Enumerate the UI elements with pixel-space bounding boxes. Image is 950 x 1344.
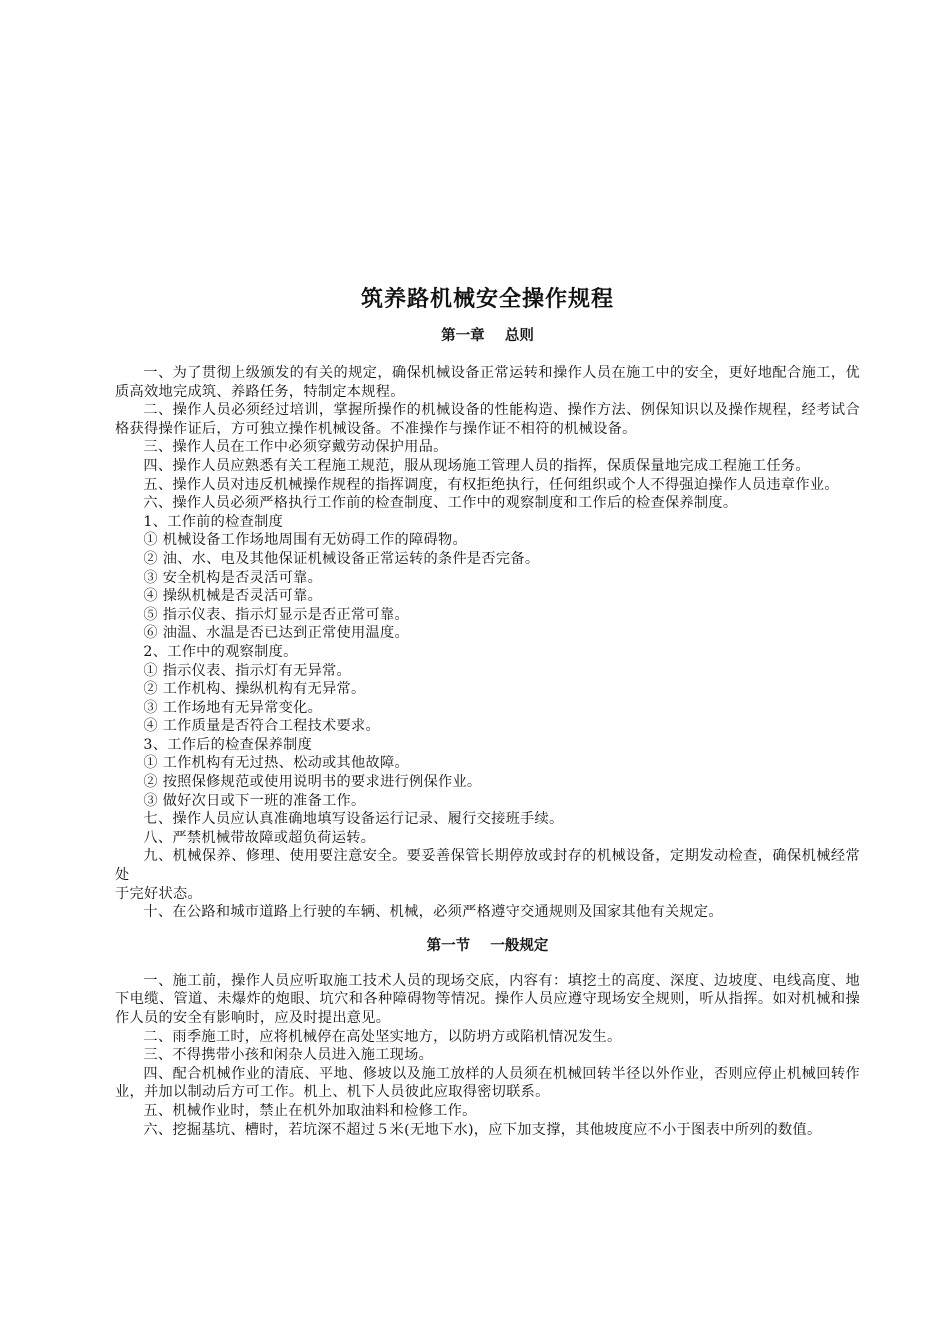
list-item: ② 油、水、电及其他保证机械设备正常运转的条件是否完备。	[143, 550, 540, 567]
list-item: ② 工作机构、操纵机构有无异常。	[143, 681, 366, 698]
paragraph: 七、操作人员应认真准确地填写设备运行记录、履行交接班手续。	[143, 811, 564, 828]
list-item: ③ 做好次日或下一班的准备工作。	[143, 792, 366, 809]
list-item: ⑥ 油温、水温是否已达到正常使用温度。	[143, 625, 409, 642]
paragraph: 三、不得携带小孩和闲杂人员进入施工现场。	[143, 1047, 434, 1064]
paragraph: 五、机械作业时，禁止在机外加取油料和检修工作。	[143, 1102, 477, 1119]
list-heading: 3、工作后的检查保养制度	[143, 736, 313, 753]
chapter-body	[115, 364, 860, 922]
list-item: ③ 工作场地有无异常变化。	[143, 699, 323, 716]
paragraph: 六、挖掘基坑、槽时，若坑深不超过５米(无地下水)，应下加支撑，其他坡度应不小于图表中所列的数值。	[143, 1121, 822, 1138]
paragraph: 八、严禁机械带故障或超负荷运转。	[143, 829, 376, 846]
paragraph: 九、机械保养、修理、使用要注意安全。要妥善保管长期停放或封存的机械设备，定期发动检查，确保机械经常处	[115, 848, 860, 884]
paragraph: 五、操作人员对违反机械操作规程的指挥调度，有权拒绝执行，任何组织或个人不得强迫操作人员违章作业。	[143, 476, 839, 493]
list-item: ③ 安全机构是否灵活可靠。	[143, 569, 323, 586]
paragraph-continuation: 于完好状态。	[115, 885, 202, 902]
paragraph: 四、配合机械作业的清底、平地、修坡以及施工放样的人员须在机械回转半径以外作业，否则应停止机械回转作业，并加以制动后方可工作。机上、机下人员彼此应取得密切联系。	[115, 1065, 860, 1101]
list-item: ① 机械设备工作场地周围有无妨碍工作的障碍物。	[143, 532, 467, 549]
paragraph: 二、雨季施工时，应将机械停在高处坚实地方，以防坍方或陷机情况发生。	[143, 1028, 622, 1045]
paragraph: 十、在公路和城市道路上行驶的车辆、机械，必须严格遵守交通规则及国家其他有关规定。	[143, 904, 723, 921]
list-item: ① 指示仪表、指示灯有无异常。	[143, 662, 352, 679]
paragraph: 三、操作人员在工作中必须穿戴劳动保护用品。	[143, 439, 448, 456]
paragraph: 四、操作人员应熟悉有关工程施工规范，服从现场施工管理人员的指挥，保质保量地完成工程施工任务。	[143, 457, 810, 474]
list-item: ⑤ 指示仪表、指示灯显示是否正常可靠。	[143, 606, 409, 623]
list-item: ① 工作机构有无过热、松动或其他故障。	[143, 755, 409, 772]
paragraph: 一、为了贯彻上级颁发的有关的规定，确保机械设备正常运转和操作人员在施工中的安全，更好地配合施工，优质高效地完成筑、养路任务，特制定本规程。	[115, 365, 860, 400]
paragraph: 一、施工前，操作人员应听取施工技术人员的现场交底，内容有：填挖土的高度、深度、边坡度、电线高度、地下电缆、管道、未爆炸的炮眼、坑穴和各种障碍物等情况。操作人员应遵守现场安全规则，听从指挥。如对机械和操作人员的安全有影响时，应及时提出意见。	[115, 972, 860, 1026]
list-item: ② 按照保修规范或使用说明书的要求进行例保作业。	[143, 774, 482, 791]
paragraph: 六、操作人员必须严格执行工作前的检查制度、工作中的观察制度和工作后的检查保养制度。	[143, 495, 738, 512]
chapter-heading: 第一章 总则	[441, 328, 534, 344]
section-body	[115, 972, 860, 1139]
list-heading: 1、工作前的检查制度	[143, 513, 284, 530]
section-heading: 第一节 一般规定	[426, 937, 549, 954]
list-heading: 2、工作中的观察制度。	[143, 643, 298, 660]
document-title: 筑养路机械安全操作规程	[360, 287, 614, 312]
paragraph: 二、操作人员必须经过培训，掌握所操作的机械设备的性能构造、操作方法、例保知识以及操作规程，经考试合格获得操作证后，方可独立操作机械设备。不准操作与操作证不相符的机械设备。	[115, 402, 860, 437]
list-item: ④ 工作质量是否符合工程技术要求。	[143, 718, 381, 735]
list-item: ④ 操纵机械是否灵活可靠。	[143, 588, 323, 605]
document-page	[115, 284, 860, 1139]
